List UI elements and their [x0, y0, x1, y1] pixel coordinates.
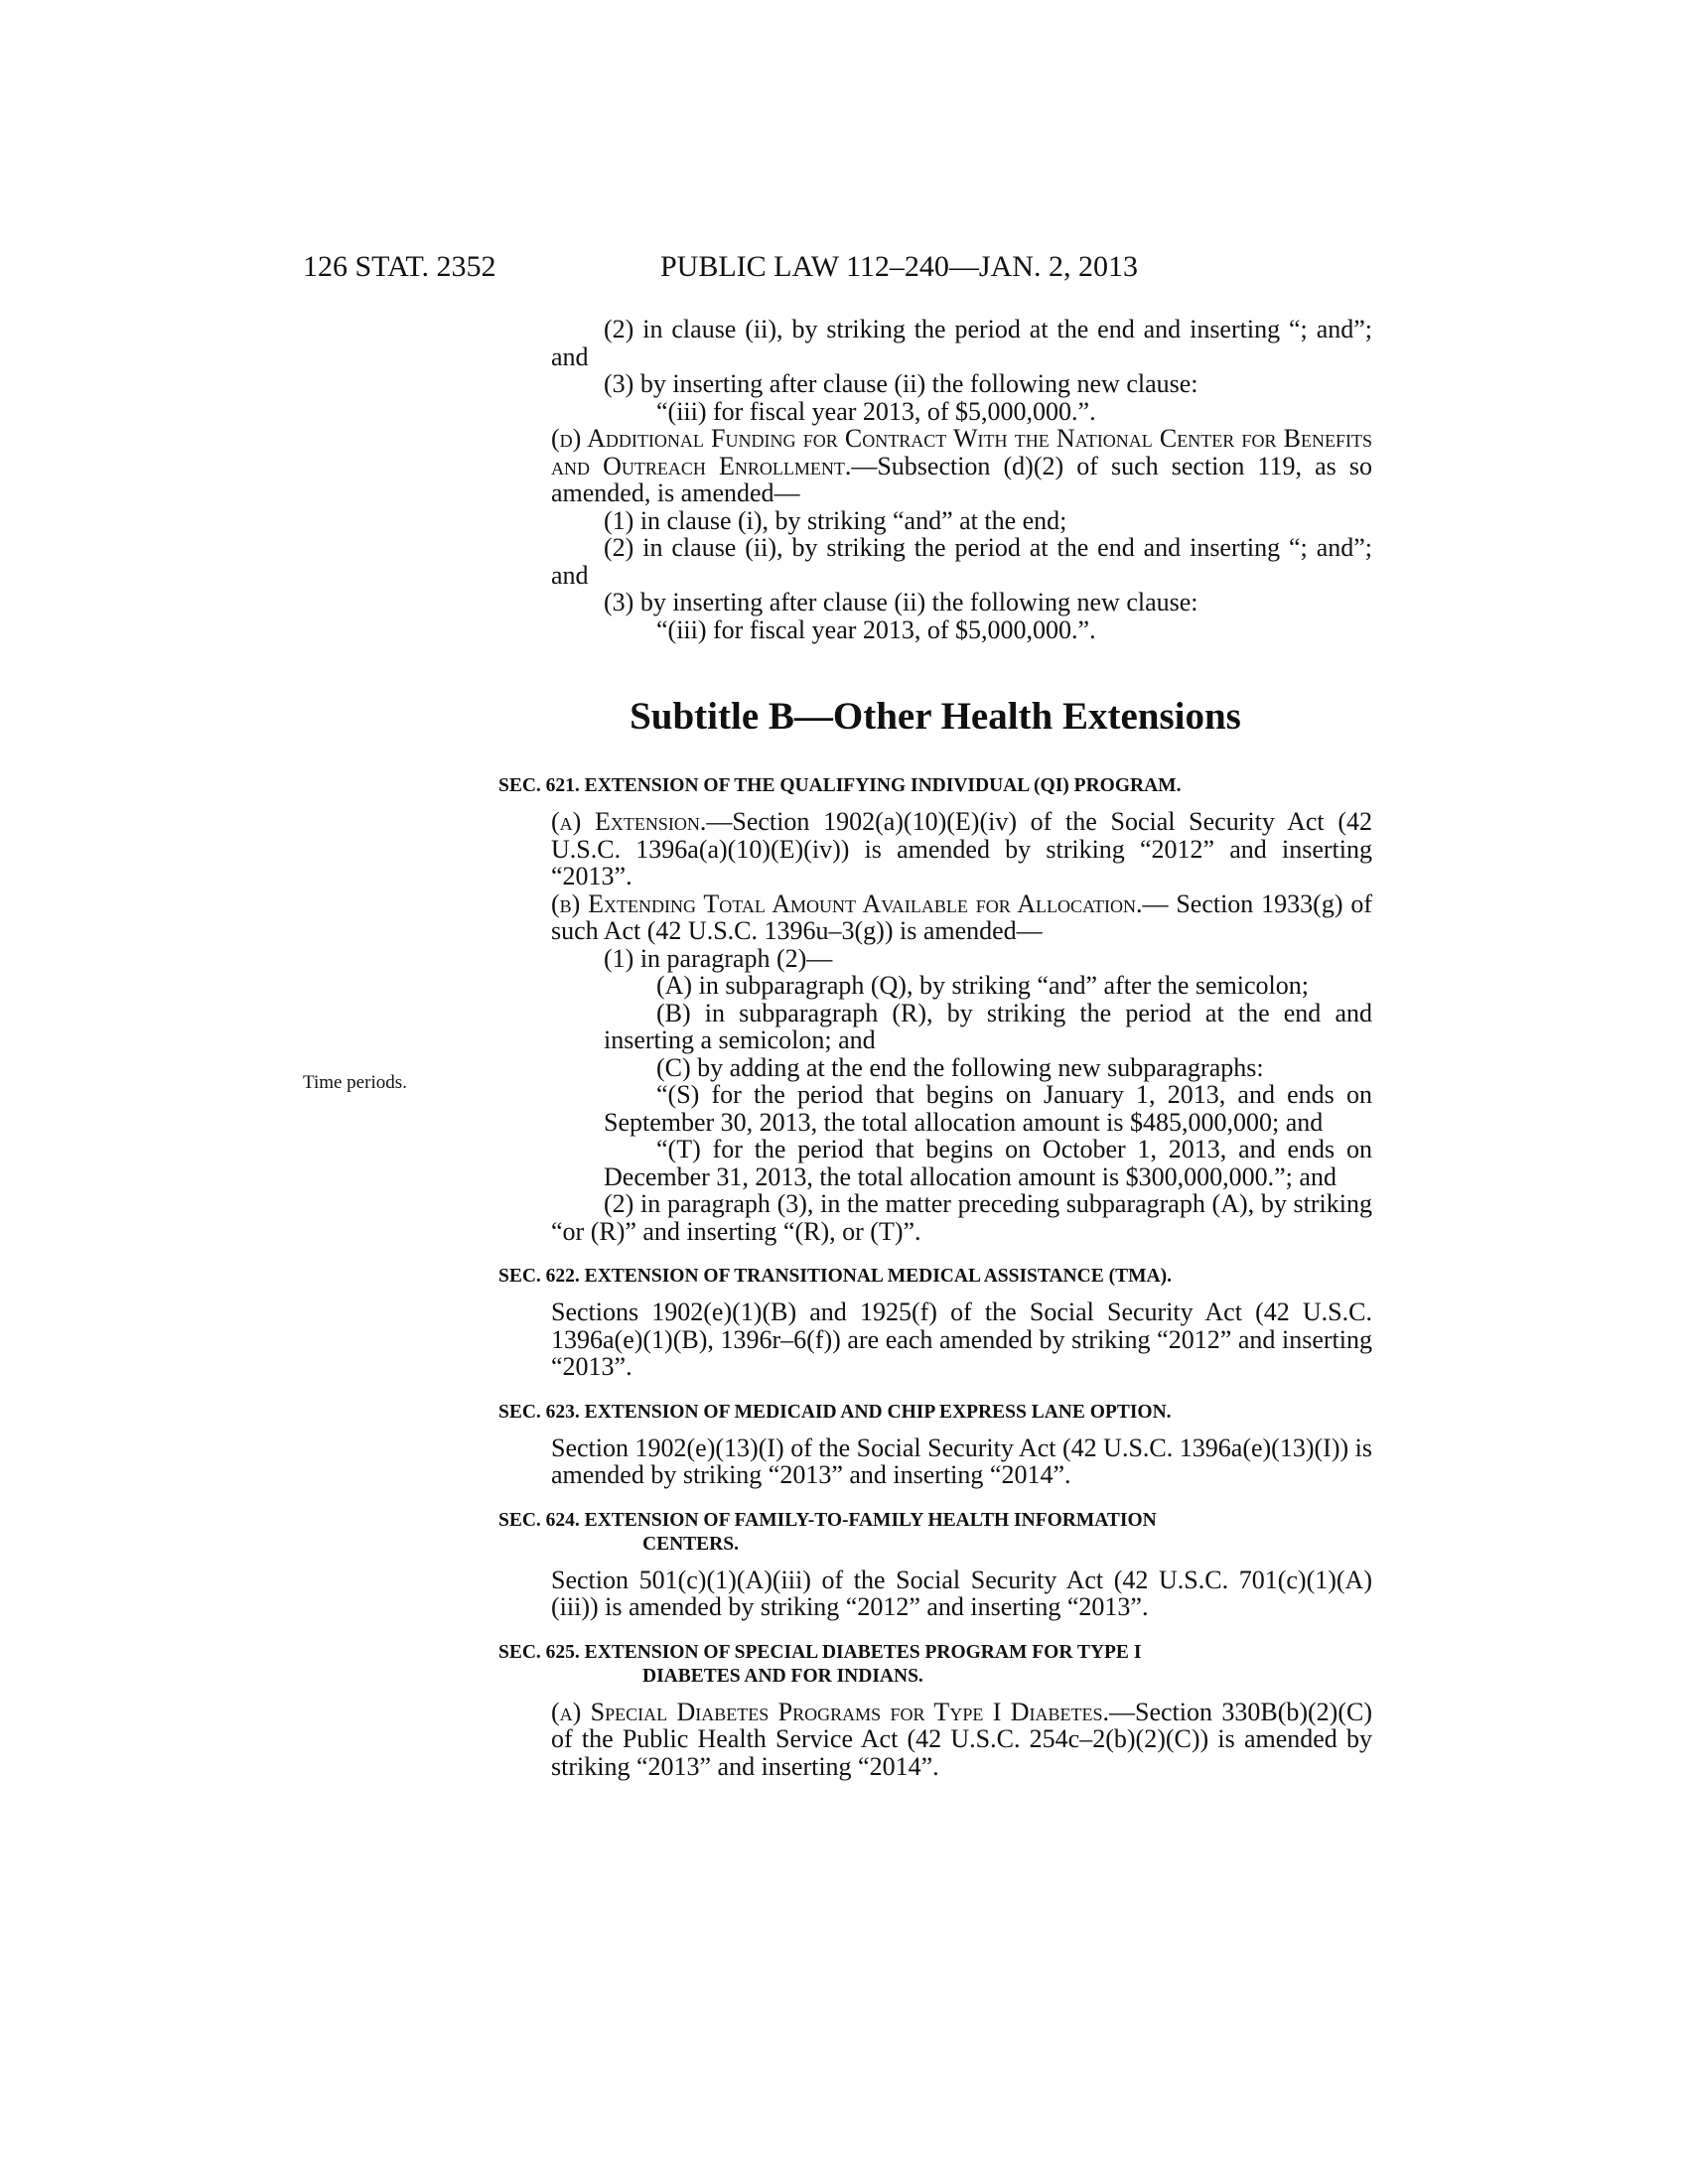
heading-line: CENTERS. — [642, 1533, 739, 1555]
paragraph: (1) in clause (i), by striking “and” at the end; — [604, 505, 1067, 535]
quoted-clause: “(iii) for fiscal year 2013, of $5,000,000.”. — [656, 396, 1096, 426]
subsection-text: —Section 1902(a)(10)(E)(iv) of the Social Security Act (42 U.S.C. 1396a(a)(10)(E)(iv)) is amended by striking “2012” and inserting “2013”. — [551, 807, 1372, 890]
section-text: Section 1902(e)(13)(I) of the Social Security Act (42 U.S.C. 1396a(e)(13)(I)) is amended by striking “2013” and inserting “2014”. — [551, 1433, 1372, 1489]
section-heading-625 — [498, 1641, 1372, 1689]
subparagraph: (B) in subparagraph (R), by striking the period at the end and inserting a semicolon; and — [604, 998, 1372, 1054]
section-heading-621: SEC. 621. EXTENSION OF THE QUALIFYING INDIVIDUAL (QI) PROGRAM. — [498, 775, 1182, 796]
subsection-a — [498, 1699, 1372, 1781]
subsection-text: — Section 1933(g) of such Act (42 U.S.C. 1396u–3(g)) is amended— — [551, 888, 1372, 945]
quoted-clause: “(iii) for fiscal year 2013, of $5,000,000.”. — [656, 614, 1096, 644]
heading-line: DIABETES AND FOR INDIANS. — [642, 1665, 923, 1687]
subtitle-heading: Subtitle B—Other Health Extensions — [630, 695, 1241, 738]
paragraph: (3) by inserting after clause (ii) the following new clause: — [604, 588, 1198, 616]
subsection-heading: (a) Extension. — [551, 807, 707, 836]
paragraph: (2) in paragraph (3), in the matter preceding subparagraph (A), by striking “or (R)” and inserting “(R), or (T)”. — [551, 1189, 1372, 1246]
subsection-heading: (a) Special Diabetes Programs for Type I Diabetes. — [551, 1697, 1109, 1726]
quoted-subparagraph: “(T) for the period that begins on October 1, 2013, and ends on December 31, 2013, the total allocation amount is $300,000,000.”; and — [604, 1135, 1372, 1191]
heading-line: SEC. 624. EXTENSION OF FAMILY-TO-FAMILY HEALTH INFORMATION — [498, 1509, 1157, 1531]
running-head: PUBLIC LAW 112–240—JAN. 2, 2013 — [660, 250, 1138, 283]
paragraph: (2) in clause (ii), by striking the period at the end and inserting “; and”; and — [551, 315, 1372, 371]
subsection-a — [498, 808, 1372, 890]
paragraph: (3) by inserting after clause (ii) the following new clause: — [604, 369, 1198, 398]
section-heading-623: SEC. 623. EXTENSION OF MEDICAID AND CHIP EXPRESS LANE OPTION. — [498, 1401, 1172, 1423]
margin-note: Time periods. — [303, 1072, 407, 1093]
document-body — [498, 316, 1372, 1780]
subparagraph: (C) by adding at the end the following new subparagraphs: — [656, 1052, 1264, 1082]
quoted-subparagraph: “(S) for the period that begins on January 1, 2013, and ends on September 30, 2013, the total allocation amount is $485,000,000; and — [604, 1080, 1372, 1137]
paragraph: (2) in clause (ii), by striking the period at the end and inserting “; and”; and — [551, 533, 1372, 590]
subsection-b — [498, 890, 1372, 945]
subsection-heading: (b) Extending Total Amount Available for Allocation. — [551, 888, 1143, 918]
paragraph: (1) in paragraph (2)— — [604, 943, 833, 973]
statute-page-reference: 126 STAT. 2352 — [303, 250, 496, 283]
subsection-text: —Section 330B(b)(2)(C) of the Public Health Service Act (42 U.S.C. 254c–2(b)(2)(C)) is amended by striking “2013” and inserting “2014”. — [551, 1697, 1372, 1781]
heading-line: SEC. 625. EXTENSION OF SPECIAL DIABETES PROGRAM FOR TYPE I — [498, 1641, 1142, 1663]
section-heading-622: SEC. 622. EXTENSION OF TRANSITIONAL MEDICAL ASSISTANCE (TMA). — [498, 1266, 1172, 1287]
section-text: Sections 1902(e)(1)(B) and 1925(f) of the Social Security Act (42 U.S.C. 1396a(e)(1)(B), 1396r–6(f)) are each amended by striking “2012” and inserting “2013”. — [551, 1297, 1372, 1381]
subparagraph: (A) in subparagraph (Q), by striking “and” after the semicolon; — [656, 971, 1310, 1000]
subsection-text: —Subsection (d)(2) of such section 119, as so amended, is amended— — [551, 451, 1372, 507]
page-header — [303, 250, 1375, 290]
subsection-heading: (d) Additional Funding for Contract With the National Center for Benefits and Outreach Enrollment. — [551, 424, 1372, 480]
section-heading-624 — [498, 1509, 1372, 1557]
subsection-d — [498, 425, 1372, 507]
section-text: Section 501(c)(1)(A)(iii) of the Social Security Act (42 U.S.C. 701(c)(1)(A)(iii)) is amended by striking “2012” and inserting “2013”. — [551, 1565, 1372, 1621]
